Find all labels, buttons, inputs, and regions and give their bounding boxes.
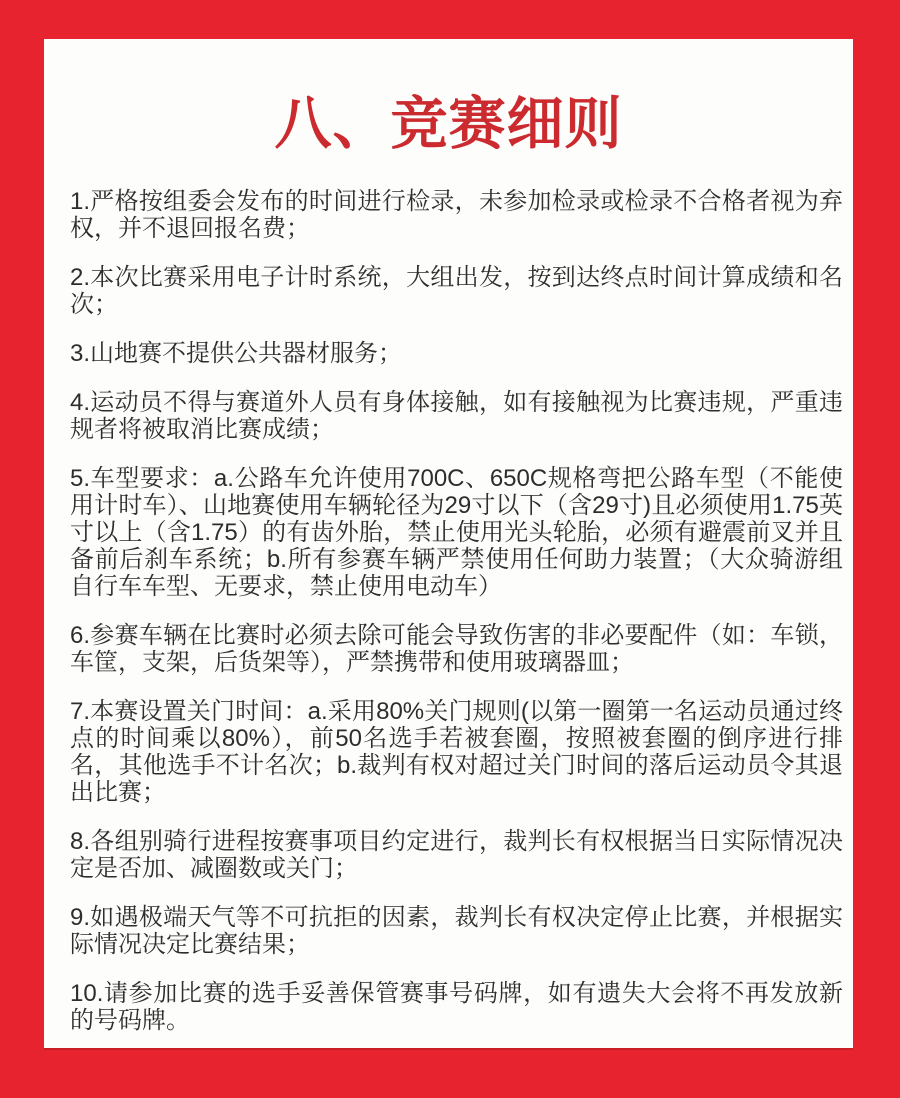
rule-item-10: 10.请参加比赛的选手妥善保管赛事号码牌，如有遗失大会将不再发放新的号码牌。: [70, 980, 843, 1034]
rule-item-5: 5.车型要求：a.公路车允许使用700C、650C规格弯把公路车型（不能使用计时车）、山地赛使用车辆轮径为29寸以下（含29寸)且必须使用1.75英寸以上（含1.75）的有齿外胎，禁止使用光头轮胎，必须有避震前叉并且备前后刹车系统；b.所有参赛车辆严禁使用任何助力装置；（大众骑游组自行车车型、无要求，禁止使用电动车）: [70, 465, 843, 600]
rule-item-2: 2.本次比赛采用电子计时系统，大组出发，按到达终点时间计算成绩和名次；: [70, 264, 843, 318]
content-panel: [44, 39, 853, 1048]
page-title: 八、竞赛细则: [274, 92, 623, 156]
rule-item-1: 1.严格按组委会发布的时间进行检录，未参加检录或检录不合格者视为弃权，并不退回报名费；: [70, 188, 843, 242]
rule-item-3: 3.山地赛不提供公共器材服务；: [70, 340, 403, 367]
rule-item-4: 4.运动员不得与赛道外人员有身体接触，如有接触视为比赛违规，严重违规者将被取消比赛成绩；: [70, 389, 843, 443]
rule-item-6: 6.参赛车辆在比赛时必须去除可能会导致伤害的非必要配件（如：车锁，车筐，支架，后货架等），严禁携带和使用玻璃器皿；: [70, 622, 843, 676]
rule-item-9: 9.如遇极端天气等不可抗拒的因素，裁判长有权决定停止比赛，并根据实际情况决定比赛结果；: [70, 904, 843, 958]
rules-list: [44, 188, 853, 1034]
rule-item-7: 7.本赛设置关门时间：a.采用80%关门规则(以第一圈第一名运动员通过终点的时间乘以80%），前50名选手若被套圈，按照被套圈的倒序进行排名，其他选手不计名次；b.裁判有权对超过关门时间的落后运动员令其退出比赛；: [70, 698, 843, 806]
rule-item-8: 8.各组别骑行进程按赛事项目约定进行，裁判长有权根据当日实际情况决定是否加、减圈数或关门；: [70, 828, 843, 882]
